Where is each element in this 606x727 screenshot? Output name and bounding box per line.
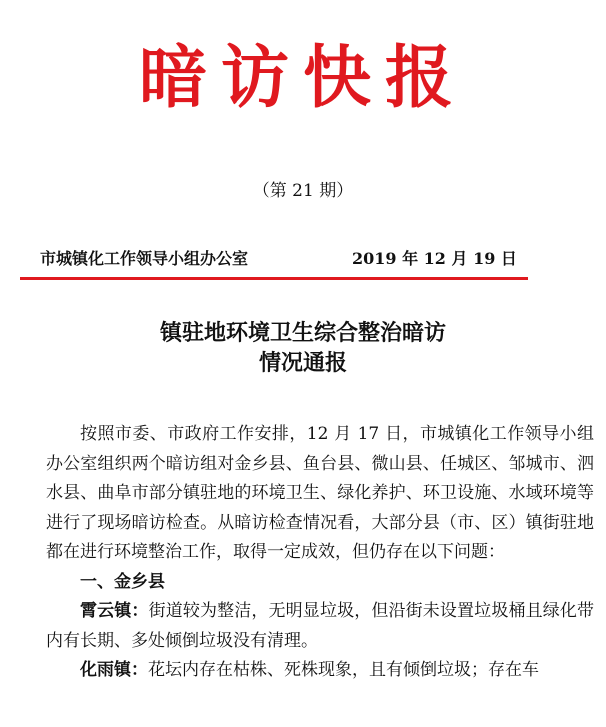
issue-date: 2019 年 12 月 19 日 — [352, 249, 517, 268]
item-text: 街道较为整洁，无明显垃圾，但沿街未设置垃圾桶且绿化带内有长期、多处倾倒垃圾没有清理。 — [46, 601, 595, 651]
issuer-name: 市城镇化工作领导小组办公室 — [40, 249, 249, 268]
town-name: 化雨镇： — [80, 660, 148, 680]
item-text: 花坛内存在枯株、死株现象，且有倾倒垃圾；存在车 — [148, 660, 539, 680]
document-body — [46, 420, 594, 686]
section-item — [46, 597, 594, 656]
town-name: 霄云镇： — [80, 601, 149, 621]
document-title — [0, 318, 606, 378]
intro-paragraph: 按照市委、市政府工作安排，12 月 17 日，市城镇化工作领导小组办公室组织两个暗访组对金乡县、鱼台县、微山县、任城区、邹城市、泗水县、曲阜市部分镇驻地的环境卫生、绿化养护、环卫设施、水域环境等进行了现场暗访检查。从暗访检查情况看，大部分县（市、区）镇街驻地都在进行环境整治工作，取得一定成效，但仍存在以下问题： — [46, 424, 594, 562]
issue-number: （第 21 期） — [252, 181, 354, 201]
section-item — [46, 656, 594, 686]
masthead-title: 暗访快报 — [138, 38, 467, 118]
section-heading: 一、金乡县 — [80, 571, 165, 592]
red-divider — [20, 277, 528, 280]
title-line-2: 情况通报 — [258, 350, 347, 376]
title-line-1: 镇驻地环境卫生综合整治暗访 — [159, 320, 446, 346]
